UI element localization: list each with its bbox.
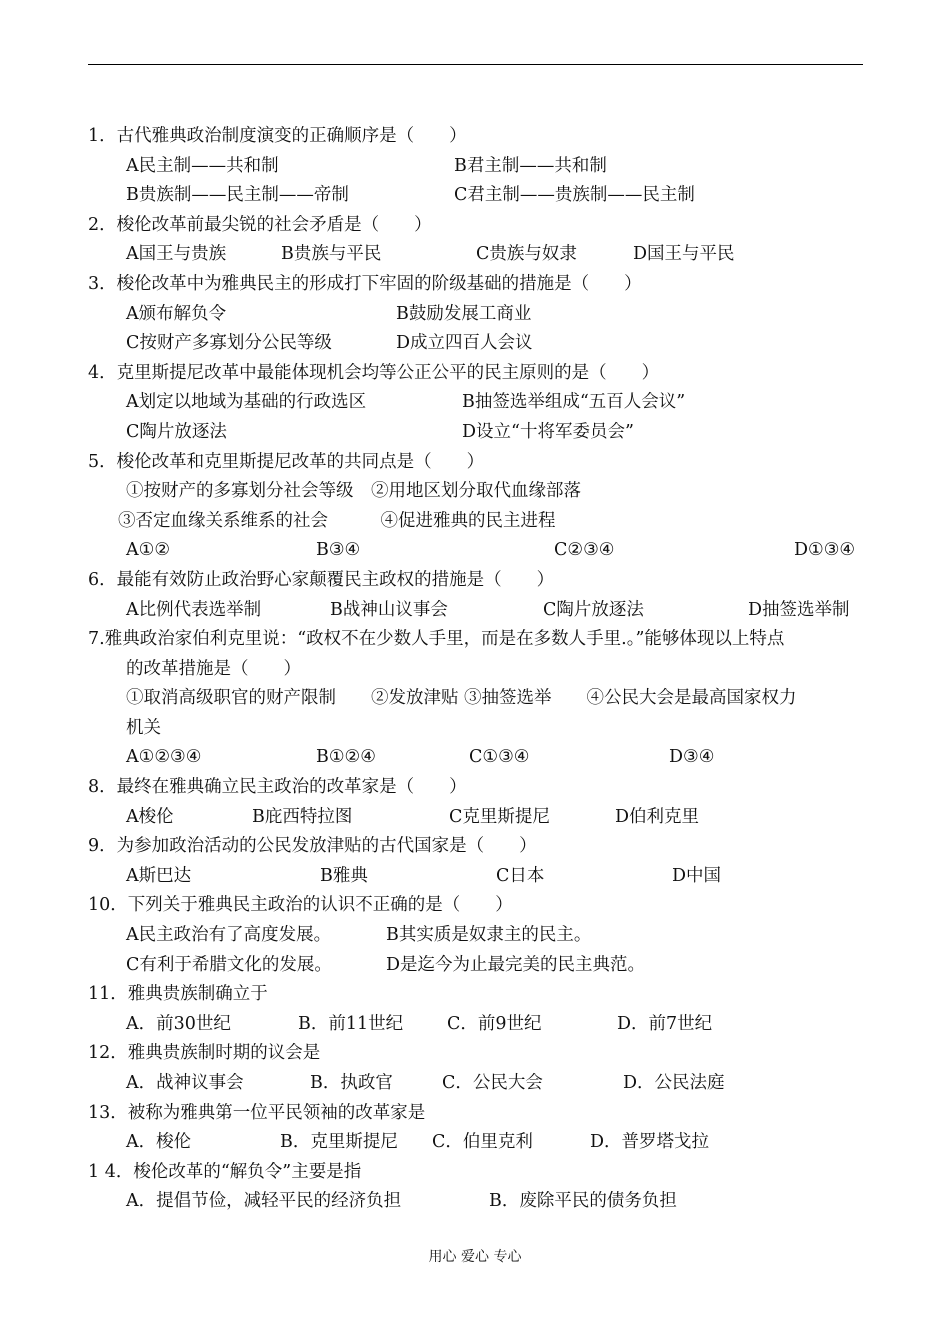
line-text: 机关 bbox=[126, 717, 161, 738]
answer-option: D成立四百人会议 bbox=[396, 333, 533, 354]
text-line bbox=[88, 625, 868, 655]
answer-option: B君主制——共和制 bbox=[454, 155, 607, 176]
line-text: 1．古代雅典政治制度演变的正确顺序是（ ） bbox=[88, 126, 467, 146]
answer-option: D．前7世纪 bbox=[617, 1013, 713, 1034]
line-text: ③否定血缘关系维系的社会 ④促进雅典的民主进程 bbox=[118, 510, 556, 531]
text-line bbox=[88, 803, 868, 833]
text-line bbox=[88, 507, 868, 537]
text-line bbox=[88, 448, 868, 478]
answer-option: B．执政官 bbox=[310, 1073, 393, 1093]
answer-option: A民主政治有了高度发展。 bbox=[126, 925, 332, 946]
answer-option: A．提倡节俭，减轻平民的经济负担 bbox=[126, 1191, 402, 1212]
text-line bbox=[88, 300, 868, 330]
text-line bbox=[88, 536, 868, 566]
answer-option: D国王与平民 bbox=[633, 244, 735, 265]
text-line bbox=[88, 921, 868, 951]
answer-option: C②③④ bbox=[554, 540, 615, 561]
answer-option: A民主制——共和制 bbox=[126, 155, 279, 176]
answer-option: D③④ bbox=[669, 747, 715, 768]
answer-option: C日本 bbox=[496, 865, 545, 886]
text-line bbox=[88, 980, 868, 1010]
header-rule bbox=[88, 64, 863, 65]
answer-option: D抽签选举制 bbox=[748, 599, 850, 620]
answer-option: A．梭伦 bbox=[126, 1132, 192, 1153]
answer-option: A颁布解负令 bbox=[126, 303, 227, 324]
text-line bbox=[88, 743, 868, 773]
text-line bbox=[88, 655, 868, 685]
line-text: 1 4．梭伦改革的“解负令”主要是指 bbox=[88, 1161, 362, 1182]
line-text: 13．被称为雅典第一位平民领袖的改革家是 bbox=[88, 1102, 426, 1123]
text-line bbox=[88, 388, 868, 418]
answer-option: C陶片放逐法 bbox=[543, 599, 644, 620]
line-text: 6．最能有效防止政治野心家颠覆民主政权的措施是（ ） bbox=[88, 569, 555, 590]
answer-option: B抽签选举组成“五百人会议” bbox=[462, 392, 686, 413]
answer-option: D中国 bbox=[672, 865, 722, 886]
answer-option: A．战神议事会 bbox=[126, 1073, 244, 1093]
answer-option: A国王与贵族 bbox=[126, 244, 227, 265]
answer-option: B③④ bbox=[316, 540, 361, 561]
answer-option: D．普罗塔戈拉 bbox=[590, 1132, 710, 1153]
line-text: 9．为参加政治活动的公民发放津贴的古代国家是（ ） bbox=[88, 836, 537, 857]
answer-option: A①②③④ bbox=[126, 747, 202, 768]
answer-option: C有利于希腊文化的发展。 bbox=[126, 954, 332, 975]
answer-option: B．前11世纪 bbox=[298, 1013, 404, 1034]
text-line bbox=[88, 270, 868, 300]
line-text: 4．克里斯提尼改革中最能体现机会均等公正公平的民主原则的是（ ） bbox=[88, 362, 660, 383]
answer-option: D．公民法庭 bbox=[623, 1073, 725, 1093]
answer-option: B①②④ bbox=[316, 747, 376, 768]
line-text: 11．雅典贵族制确立于 bbox=[88, 984, 268, 1005]
line-text: 8．最终在雅典确立民主政治的改革家是（ ） bbox=[88, 777, 467, 798]
answer-option: A．前30世纪 bbox=[126, 1013, 231, 1034]
answer-option: D是迄今为止最完美的民主典范。 bbox=[386, 954, 646, 975]
line-text: ①取消高级职官的财产限制 ②发放津贴 ③抽签选举 ④公民大会是最高国家权力 bbox=[126, 688, 797, 709]
text-line bbox=[88, 891, 868, 921]
text-line bbox=[88, 951, 868, 981]
text-line bbox=[88, 1187, 868, 1217]
text-line bbox=[88, 240, 868, 270]
answer-option: B其实质是奴隶主的民主。 bbox=[386, 925, 592, 946]
answer-option: A梭伦 bbox=[126, 806, 174, 827]
text-line bbox=[88, 1069, 868, 1099]
answer-option: A比例代表选举制 bbox=[126, 599, 262, 620]
line-text: 2．梭伦改革前最尖锐的社会矛盾是（ ） bbox=[88, 214, 432, 235]
answer-option: B贵族与平民 bbox=[281, 244, 382, 265]
line-text: 5．梭伦改革和克里斯提尼改革的共同点是（ ） bbox=[88, 451, 485, 472]
answer-option: B贵族制——民主制——帝制 bbox=[126, 185, 349, 206]
answer-option: A斯巴达 bbox=[126, 865, 192, 886]
line-text: 12．雅典贵族制时期的议会是 bbox=[88, 1043, 321, 1064]
page-footer: 用心 爱心 专心 bbox=[428, 1249, 522, 1265]
text-line bbox=[88, 832, 868, 862]
question-list bbox=[88, 122, 868, 1217]
text-line bbox=[88, 773, 868, 803]
answer-option: B鼓励发展工商业 bbox=[396, 303, 532, 324]
line-text: 3．梭伦改革中为雅典民主的形成打下牢固的阶级基础的措施是（ ） bbox=[88, 273, 642, 294]
text-line bbox=[88, 418, 868, 448]
answer-option: B雅典 bbox=[320, 865, 368, 886]
text-line bbox=[88, 1039, 868, 1069]
text-line bbox=[88, 714, 868, 744]
line-text: ①按财产的多寡划分社会等级 ②用地区划分取代血缘部落 bbox=[126, 481, 581, 502]
line-text: 7.雅典政治家伯利克里说：“政权不在少数人手里，而是在多数人手里.。”能够体现以上特点 bbox=[88, 629, 785, 650]
text-line bbox=[88, 1010, 868, 1040]
text-line bbox=[88, 122, 868, 152]
answer-option: D伯利克里 bbox=[615, 806, 700, 827]
answer-option: C陶片放逐法 bbox=[126, 421, 227, 442]
text-line bbox=[88, 1099, 868, 1129]
text-line bbox=[88, 211, 868, 241]
answer-option: C．伯里克利 bbox=[432, 1132, 533, 1153]
answer-option: C按财产多寡划分公民等级 bbox=[126, 333, 332, 354]
text-line bbox=[88, 152, 868, 182]
text-line bbox=[88, 566, 868, 596]
answer-option: C君主制——贵族制——民主制 bbox=[454, 185, 695, 206]
answer-option: C．公民大会 bbox=[442, 1073, 543, 1093]
answer-option: A划定以地域为基础的行政选区 bbox=[126, 392, 367, 413]
text-line bbox=[88, 862, 868, 892]
text-line bbox=[88, 596, 868, 626]
line-text: 10．下列关于雅典民主政治的认识不正确的是（ ） bbox=[88, 895, 513, 916]
answer-option: D设立“十将军委员会” bbox=[462, 421, 634, 442]
answer-option: C①③④ bbox=[469, 747, 530, 768]
answer-option: B．克里斯提尼 bbox=[280, 1132, 398, 1153]
answer-option: C克里斯提尼 bbox=[449, 806, 550, 827]
text-line bbox=[88, 477, 868, 507]
answer-option: B战神山议事会 bbox=[330, 599, 448, 620]
text-line bbox=[88, 1128, 868, 1158]
answer-option: B．废除平民的债务负担 bbox=[489, 1191, 677, 1212]
text-line bbox=[88, 684, 868, 714]
answer-option: A①② bbox=[126, 540, 171, 561]
text-line bbox=[88, 181, 868, 211]
text-line bbox=[88, 359, 868, 389]
answer-option: C贵族与奴隶 bbox=[476, 244, 577, 265]
text-line bbox=[88, 329, 868, 359]
answer-option: B庇西特拉图 bbox=[252, 806, 353, 827]
answer-option: C．前9世纪 bbox=[447, 1013, 542, 1034]
text-line bbox=[88, 1158, 868, 1188]
answer-option: D①③④ bbox=[794, 540, 856, 561]
line-text: 的改革措施是（ ） bbox=[126, 658, 301, 679]
